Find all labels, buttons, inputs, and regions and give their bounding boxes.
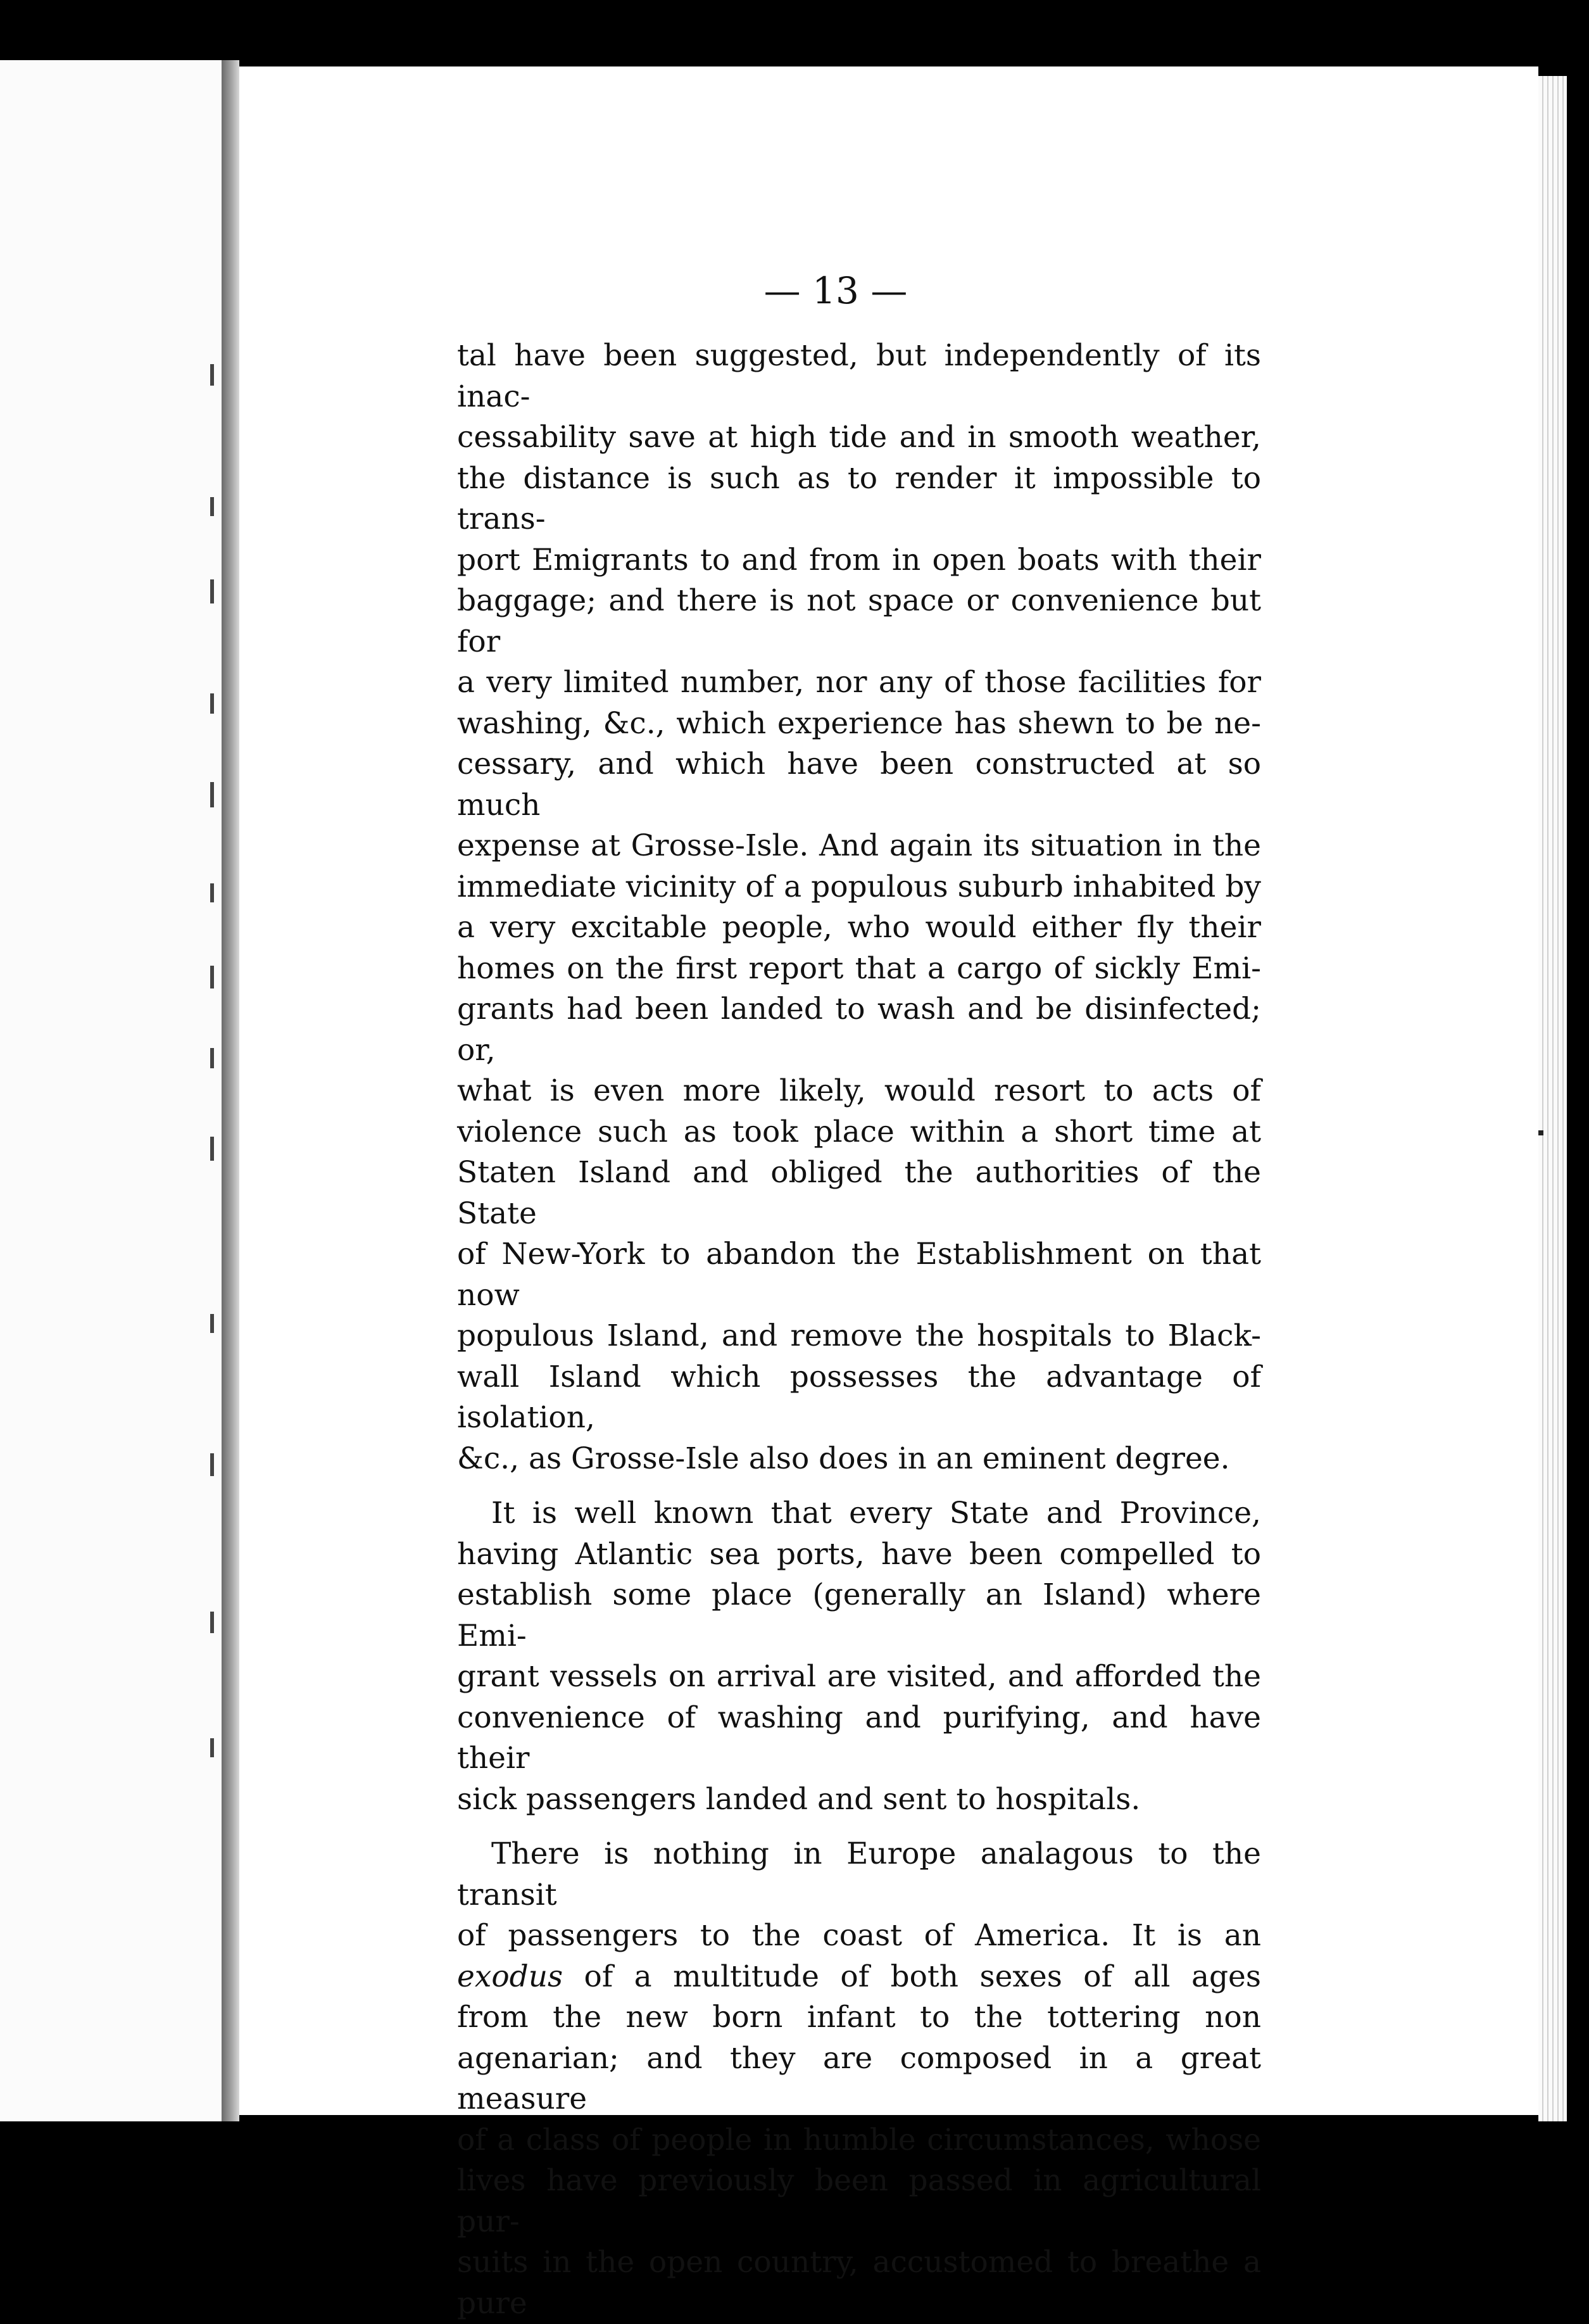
text-line: from the new born infant to the tottering non <box>457 2000 1261 2035</box>
body-text <box>457 336 1261 2324</box>
text-line: tal have been suggested, but independently of its inac- <box>457 338 1261 414</box>
text-line: a very excitable people, who would either fly their <box>457 910 1261 945</box>
text-line: the distance is such as to render it impossible to trans- <box>457 460 1261 536</box>
text-line: lives have previously been passed in agricultural pur- <box>457 2163 1261 2239</box>
text-line: There is nothing in Europe analagous to the transit <box>457 1836 1261 1912</box>
italic-word: exodus <box>457 1959 563 1994</box>
text-line: grants had been landed to wash and be disinfected; or, <box>457 992 1261 1068</box>
text-line: of New-York to abandon the Establishment on that now <box>457 1237 1261 1313</box>
page-number: — 13 — <box>763 269 908 312</box>
text-line: a very limited number, nor any of those facilities for <box>457 665 1261 700</box>
text-line: having Atlantic sea ports, have been compelled to <box>457 1536 1261 1572</box>
page-stack-edge <box>1538 76 1567 2121</box>
text-line: violence such as took place within a short time at <box>457 1114 1261 1149</box>
text-line: &c., as Grosse-Isle also does in an eminent degree. <box>457 1441 1230 1476</box>
text-line: baggage; and there is not space or convenience but for <box>457 583 1261 659</box>
book-gutter <box>222 60 239 2121</box>
text-line: expense at Grosse-Isle. And again its situation in the <box>457 828 1261 863</box>
text-line: homes on the first report that a cargo of sickly Emi- <box>457 950 1261 986</box>
text-line: populous Island, and remove the hospitals to Black- <box>457 1318 1261 1353</box>
text-line: suits in the open country, accustomed to breathe a pure <box>457 2245 1261 2321</box>
text-line: cessary, and which have been constructed at so much <box>457 747 1261 823</box>
text-line: sick passengers landed and sent to hospitals. <box>457 1781 1141 1817</box>
text-line: Staten Island and obliged the authorities of the State <box>457 1155 1261 1231</box>
text-line: convenience of washing and purifying, and have their <box>457 1700 1261 1776</box>
text-line: of a class of people in humble circumstances, whose <box>457 2122 1261 2157</box>
text-line: port Emigrants to and from in open boats with their <box>457 542 1261 578</box>
facing-page-edge <box>0 60 222 2121</box>
text-line: wall Island which possesses the advantage of isolation, <box>457 1359 1261 1435</box>
text-line: exodus of a multitude of both sexes of all ages <box>457 1959 1261 1994</box>
text-line: establish some place (generally an Island) where Emi- <box>457 1577 1261 1653</box>
text-line: agenarian; and they are composed in a great measure <box>457 2040 1261 2116</box>
text-line: It is well known that every State and Province, <box>491 1496 1261 1531</box>
text-line: cessability save at high tide and in smooth weather, <box>457 420 1261 455</box>
text-line: washing, &c., which experience has shewn to be ne- <box>457 705 1261 741</box>
text-line: grant vessels on arrival are visited, and afforded the <box>457 1659 1261 1694</box>
text-line: what is even more likely, would resort to acts of <box>457 1073 1261 1108</box>
text-line: immediate vicinity of a populous suburb inhabited by <box>457 869 1261 904</box>
text-line: of passengers to the coast of America. It is an <box>457 1918 1261 1953</box>
